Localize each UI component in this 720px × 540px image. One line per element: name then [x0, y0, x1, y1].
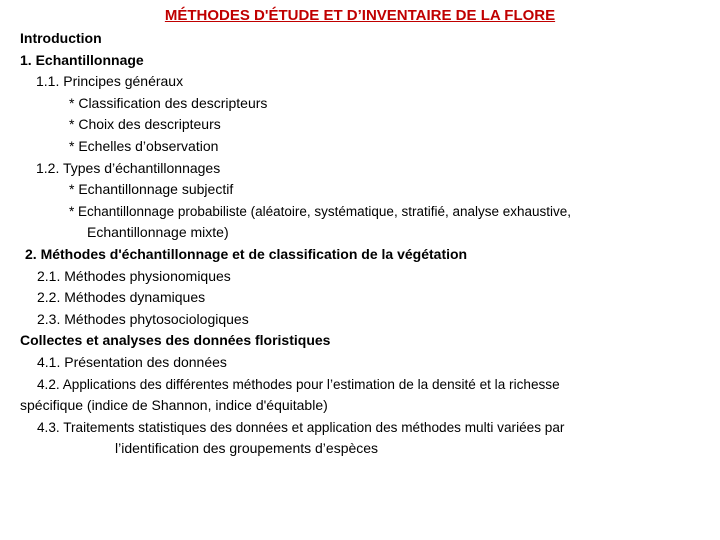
- page-title: MÉTHODES D'ÉTUDE ET D’INVENTAIRE DE LA FLORE: [164, 7, 556, 24]
- list-item-continuation: Echantillonnage mixte): [87, 224, 229, 241]
- list-item: * Classification des descripteurs: [69, 94, 268, 111]
- list-item: 2.2. Méthodes dynamiques: [37, 289, 206, 306]
- list-item: * Echantillonnage subjectif: [69, 181, 234, 198]
- list-item: * Echelles d’observation: [69, 137, 219, 154]
- list-item: * Echantillonnage probabiliste (aléatoire, systématique, stratifié, analyse exhaustive,: [69, 203, 572, 219]
- list-item-continuation: spécifique (indice de Shannon, indice d'équitable): [20, 397, 328, 414]
- list-item: 4.1. Présentation des données: [37, 353, 227, 370]
- list-item-continuation: l’identification des groupements d’espèces: [115, 440, 379, 457]
- list-item: * Choix des descripteurs: [69, 116, 221, 133]
- list-item: 4.3. Traitements statistiques des données et application des méthodes multi variées par: [37, 419, 565, 435]
- subsection-1-1-heading: 1.1. Principes généraux: [36, 73, 184, 90]
- section-1-heading: 1. Echantillonnage: [20, 51, 144, 68]
- section-2-heading: 2. Méthodes d'échantillonnage et de classification de la végétation: [25, 245, 468, 262]
- introduction-heading: Introduction: [20, 30, 102, 46]
- subsection-1-2-heading: 1.2. Types d’échantillonnages: [36, 159, 221, 176]
- outline-content: [0, 28, 720, 460]
- section-3-heading: Collectes et analyses des données floristiques: [20, 332, 331, 349]
- list-item: 2.3. Méthodes phytosociologiques: [37, 310, 249, 327]
- list-item: 4.2. Applications des différentes méthodes pour l’estimation de la densité et la richesse: [37, 376, 560, 392]
- list-item: 2.1. Méthodes physionomiques: [37, 267, 231, 284]
